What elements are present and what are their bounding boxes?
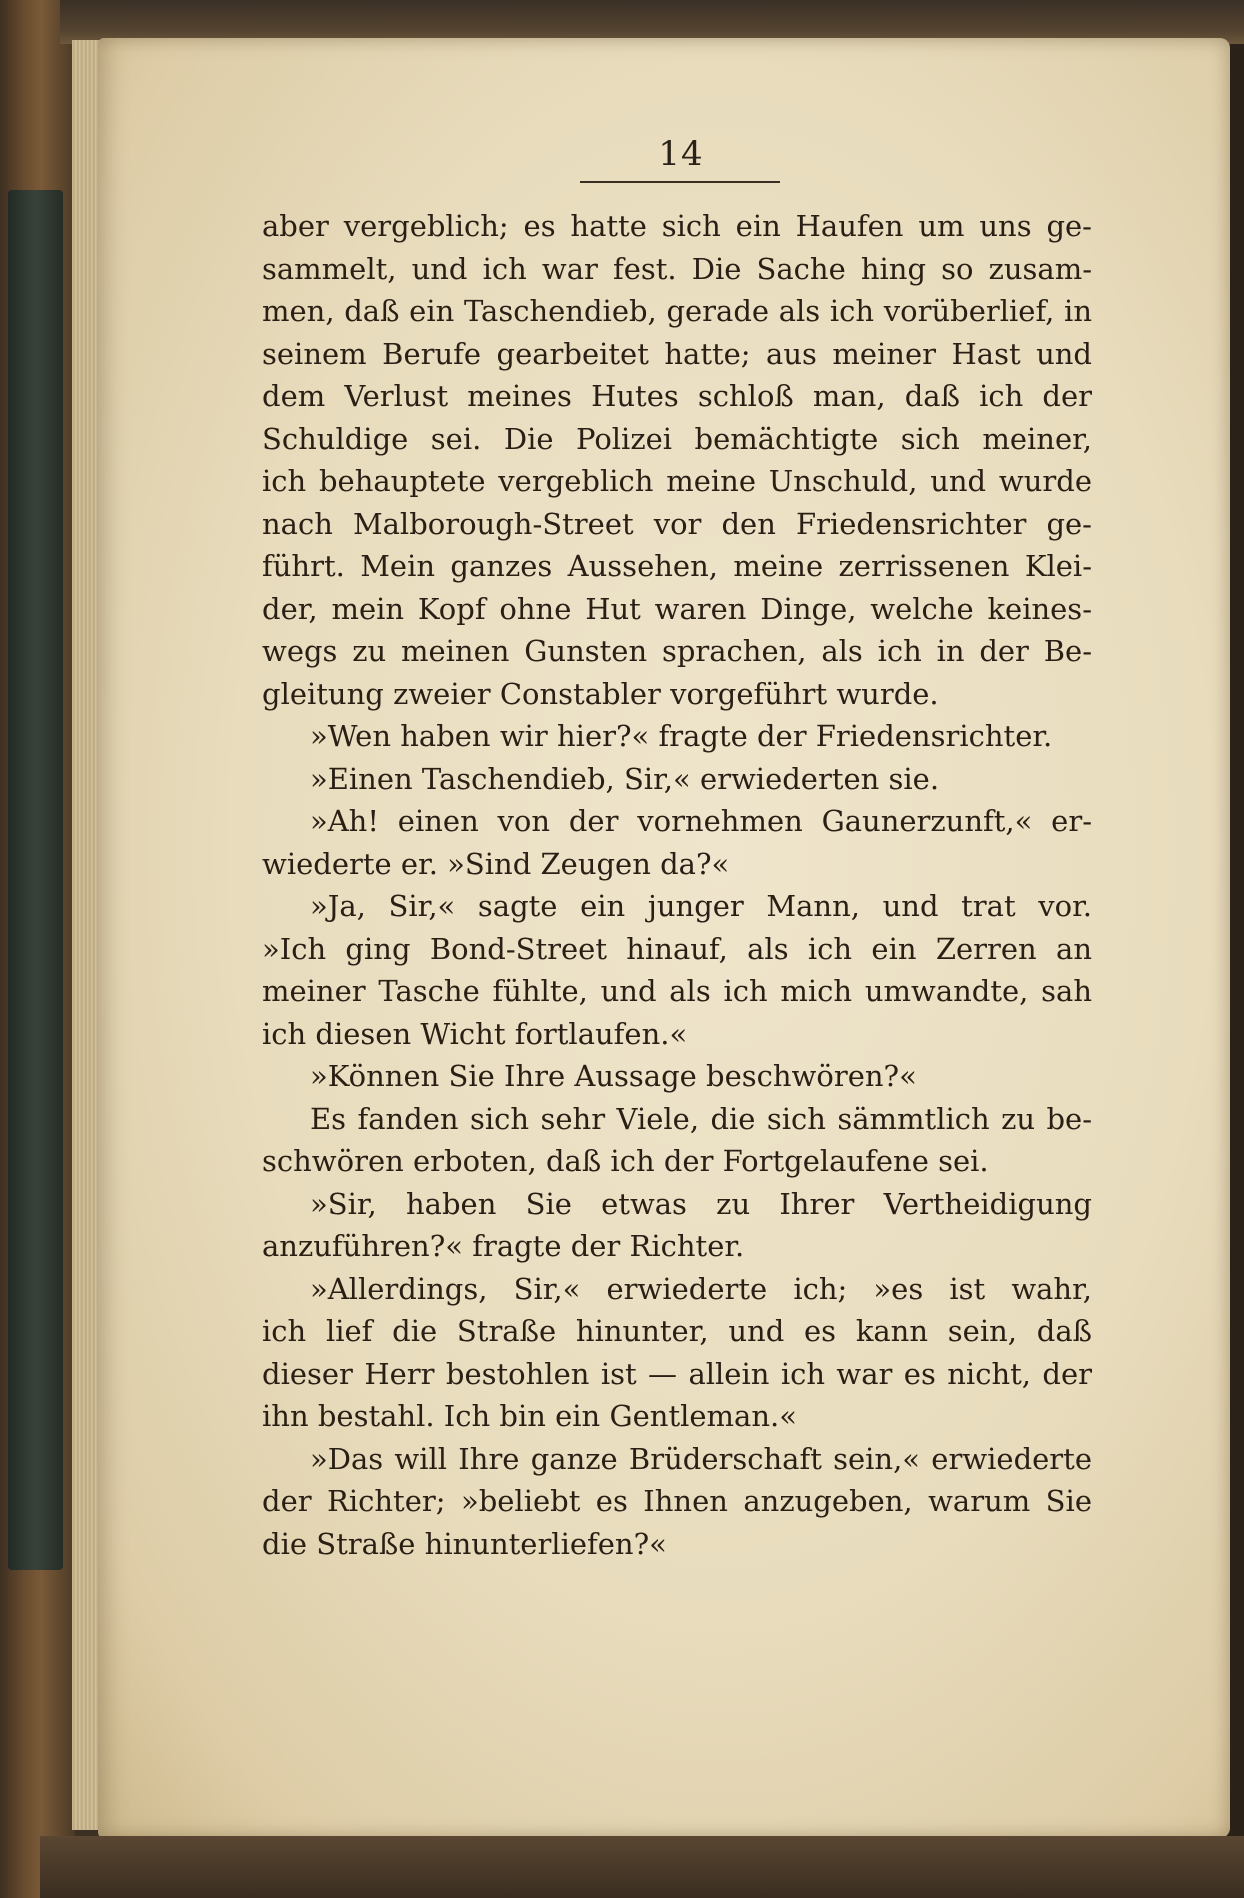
text-line: ich diesen Wicht fortlaufen.« (262, 1016, 688, 1051)
text-line: die Straße hinunterliefen?« (262, 1526, 667, 1561)
text-line: der, mein Kopf ohne Hut waren Dinge, welche keines- (262, 591, 1092, 626)
text-line: »Einen Taschendieb, Sir,« erwiederten sie. (310, 761, 940, 796)
text-line: »Ja, Sir,« sagte ein junger Mann, und trat vor. (310, 889, 1092, 923)
text-line: sammelt, und ich war fest. Die Sache hing so zusam- (262, 251, 1092, 286)
text-line: »Können Sie Ihre Aussage beschwören?« (310, 1059, 917, 1093)
text-line: »Sir, haben Sie etwas zu Ihrer Vertheidigung (310, 1186, 1092, 1221)
text-line: wegs zu meinen Gunsten sprachen, als ich in der Be- (262, 634, 1092, 668)
text-line: meiner Tasche fühlte, und als ich mich umwandte, sah (262, 974, 1092, 1008)
text-line: »Das will Ihre ganze Brüderschaft sein,« erwiederte (310, 1441, 1092, 1476)
text-line: aber vergeblich; es hatte sich ein Haufen um uns ge- (262, 209, 1092, 243)
text-line: Schuldige sei. Die Polizei bemächtigte sich meiner, (262, 421, 1092, 456)
text-line: anzuführen?« fragte der Richter. (262, 1229, 745, 1263)
spine-cloth (8, 190, 63, 1570)
text-line: »Ich ging Bond-Street hinauf, als ich ein Zerren an (262, 931, 1092, 966)
text-line: ihn bestahl. Ich bin ein Gentleman.« (262, 1399, 797, 1433)
text-line: dem Verlust meines Hutes schloß man, daß ich der (262, 379, 1092, 413)
text-line: ich behauptete vergeblich meine Unschuld, und wurde (262, 464, 1092, 498)
book-cover-bottom (40, 1836, 1244, 1898)
text-line: ich lief die Straße hinunter, und es kann sein, daß (262, 1314, 1092, 1348)
text-line: »Allerdings, Sir,« erwiederte ich; »es ist wahr, (310, 1271, 1092, 1306)
text-line: men, daß ein Taschendieb, gerade als ich vorüberlief, in (262, 294, 1092, 328)
text-line: führt. Mein ganzes Aussehen, meine zerrissenen Klei- (262, 549, 1092, 583)
text-line: gleitung zweier Constabler vorgeführt wurde. (262, 676, 939, 711)
body-text (262, 205, 1092, 1565)
text-line: seinem Berufe gearbeitet hatte; aus meiner Hast und (262, 336, 1092, 371)
text-line: Es fanden sich sehr Viele, die sich sämmtlich zu be- (310, 1101, 1092, 1136)
page-number: 14 (658, 134, 704, 174)
text-line: nach Malborough-Street vor den Friedensrichter ge- (262, 506, 1092, 541)
text-line: dieser Herr bestohlen ist — allein ich war es nicht, der (262, 1356, 1092, 1391)
text-line: »Ah! einen von der vornehmen Gaunerzunft,« er- (310, 804, 1092, 838)
text-line: wiederte er. »Sind Zeugen da?« (262, 846, 730, 881)
page-number-rule (580, 181, 780, 183)
text-line: »Wen haben wir hier?« fragte der Friedensrichter. (310, 719, 1053, 753)
book-spine (0, 0, 75, 1898)
text-line: schwören erboten, daß ich der Fortgelaufene sei. (262, 1144, 989, 1178)
text-line: der Richter; »beliebt es Ihnen anzugeben, warum Sie (262, 1484, 1092, 1518)
